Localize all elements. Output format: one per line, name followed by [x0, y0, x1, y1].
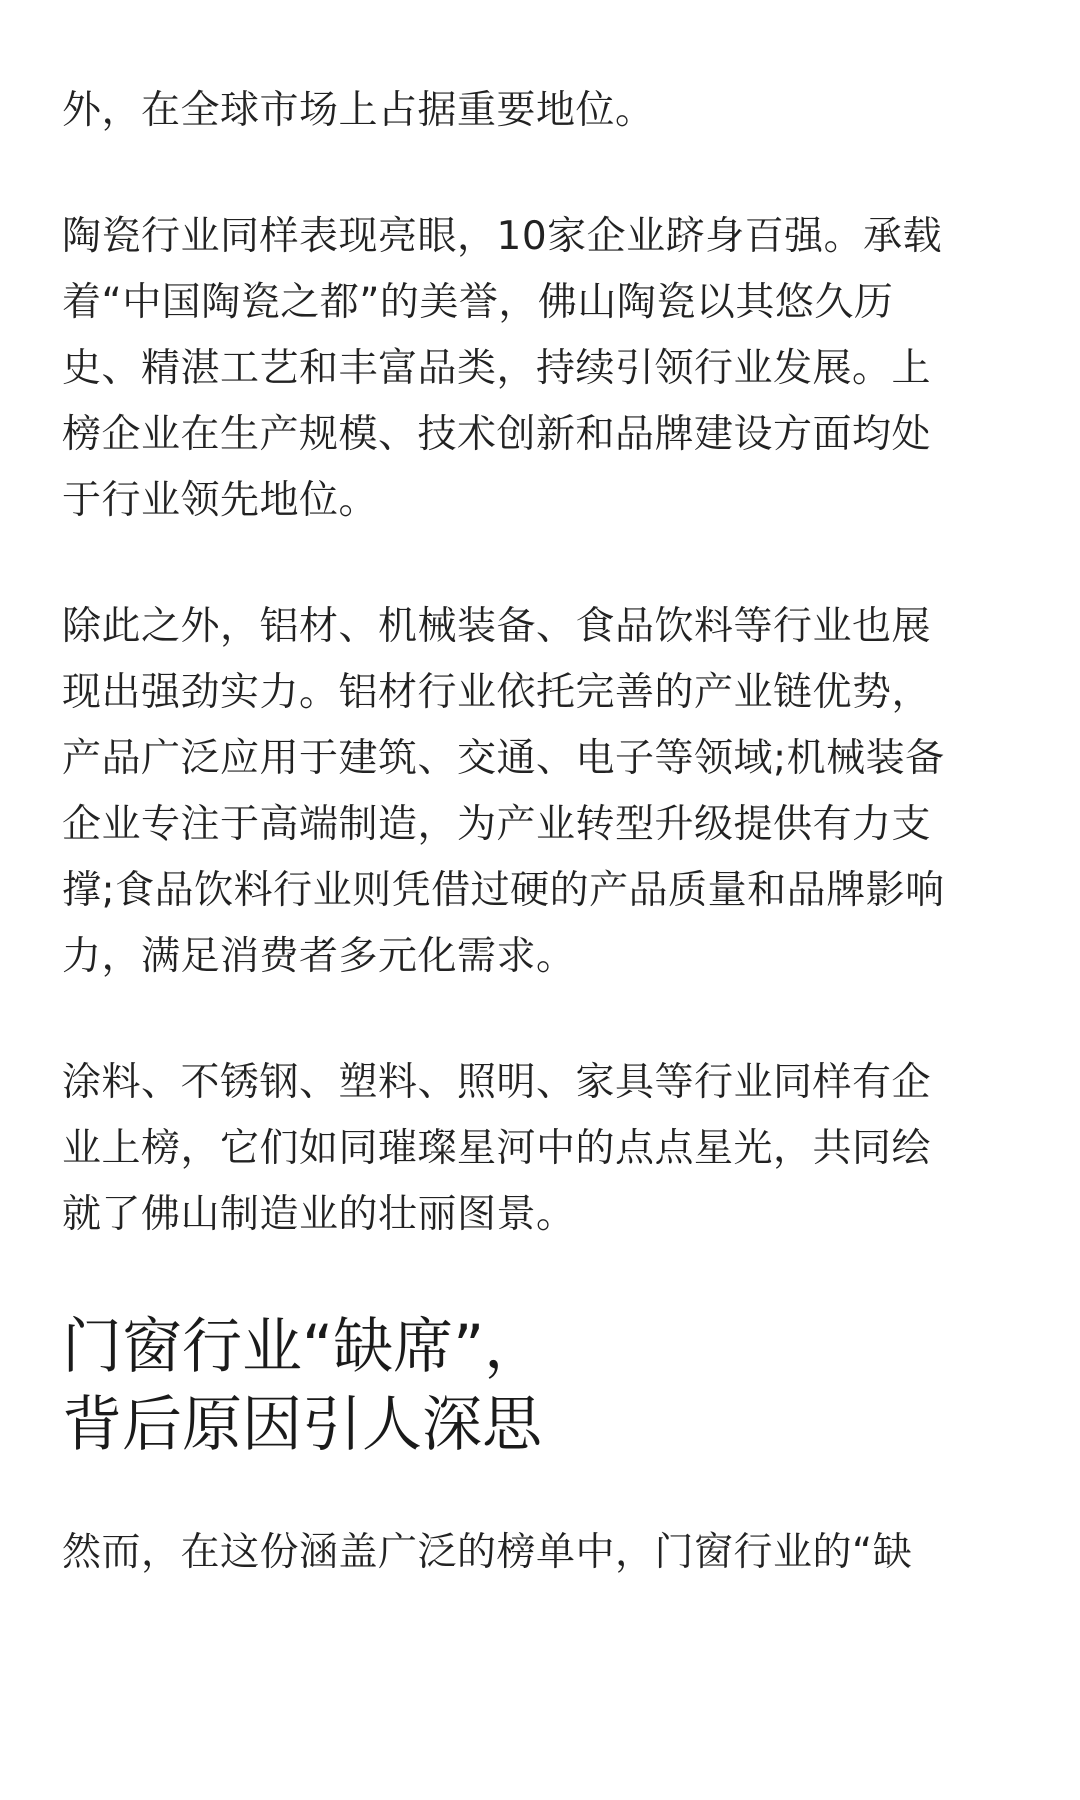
paragraph-line: 产品广泛应用于建筑、交通、电子等领域;机械装备 [62, 736, 945, 781]
paragraph-line: 着“中国陶瓷之都”的美誉，佛山陶瓷以其悠久历 [62, 280, 894, 325]
paragraph-line: 外，在全球市场上占据重要地位。 [62, 88, 655, 133]
paragraph-ceramics [62, 204, 1022, 534]
article-body [62, 78, 1022, 1646]
paragraph-global-market [62, 78, 1022, 144]
paragraph-line: 现出强劲实力。铝材行业依托完善的产业链优势， [62, 670, 932, 715]
paragraph-more-industries [62, 1050, 1022, 1248]
heading-line: 背后原因引人深思 [62, 1390, 542, 1460]
paragraph-line: 撑;食品饮料行业则凭借过硬的产品质量和品牌影响 [62, 868, 945, 913]
paragraph-line: 业上榜，它们如同璀璨星河中的点点星光，共同绘 [62, 1126, 932, 1171]
paragraph-line: 于行业领先地位。 [62, 478, 379, 523]
paragraph-line: 力，满足消费者多元化需求。 [62, 934, 576, 979]
paragraph-line: 涂料、不锈钢、塑料、照明、家具等行业同样有企 [62, 1060, 932, 1105]
heading-line: 门窗行业“缺席”， [62, 1312, 545, 1382]
paragraph-other-industries [62, 594, 1022, 990]
paragraph-line: 除此之外，铝材、机械装备、食品饮料等行业也展 [62, 604, 932, 649]
paragraph-doors-windows [62, 1520, 1022, 1586]
paragraph-line: 就了佛山制造业的壮丽图景。 [62, 1192, 576, 1237]
paragraph-line: 企业专注于高端制造，为产业转型升级提供有力支 [62, 802, 932, 847]
paragraph-line: 然而，在这份涵盖广泛的榜单中，门窗行业的“缺 [62, 1530, 913, 1575]
section-heading [62, 1308, 1022, 1464]
paragraph-line: 榜企业在生产规模、技术创新和品牌建设方面均处 [62, 412, 932, 457]
paragraph-line: 陶瓷行业同样表现亮眼，10家企业跻身百强。承载 [62, 214, 943, 259]
paragraph-line: 史、精湛工艺和丰富品类，持续引领行业发展。上 [62, 346, 932, 391]
